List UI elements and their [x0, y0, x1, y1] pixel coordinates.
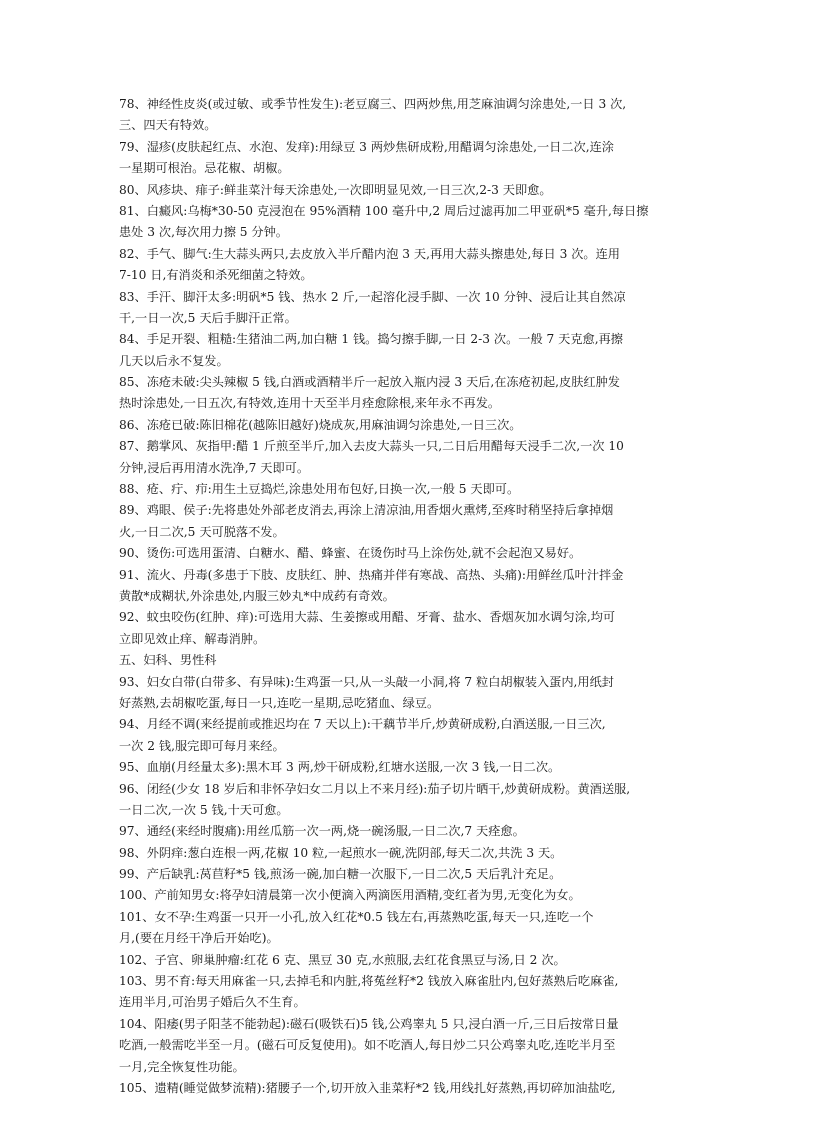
section-heading: 五、妇科、男性科 [119, 653, 217, 668]
text-line: 91、流火、丹毒(多患于下肢、皮肤红、肿、热痛并伴有寒战、高热、头痛):用鲜丝瓜叶汁拌金 [119, 567, 624, 582]
text-line [119, 1099, 697, 1120]
text-line: 一月,完全恢复性功能。 [119, 1059, 245, 1074]
text-line: 82、手气、脚气:生大蒜头两只,去皮放入半斤醋内泡 3 天,再用大蒜头擦患处,每日 3 次。连用 [119, 246, 620, 261]
text-line: 80、风疹块、痱子:鲜韭菜汁每天涂患处,一次即明显见效,一日三次,2-3 天即愈。 [119, 182, 552, 197]
text-line: 92、蚊虫咬伤(红肿、痒):可选用大蒜、生姜擦或用醋、牙膏、盐水、香烟灰加水调匀涂,均可 [119, 610, 616, 625]
text-line: 一星期可根治。忌花椒、胡椒。 [119, 161, 290, 176]
text-line: 86、冻疮已破:陈旧棉花(越陈旧越好)烧成灰,用麻油调匀涂患处,一日三次。 [119, 417, 522, 432]
text-line: 干,一日一次,5 天后手脚汗正常。 [119, 310, 297, 325]
text-line: 立即见效止痒、解毒消肿。 [119, 631, 266, 646]
text-line: 78、神经性皮炎(或过敏、或季节性发生):老豆腐三、四两炒焦,用芝麻油调匀涂患处,一日 3 次, [119, 97, 627, 111]
text-line: 患处 3 次,每次用力擦 5 分钟。 [119, 225, 288, 240]
text-line: 94、月经不调(来经提前或推迟均在 7 天以上):干藕节半斤,炒黄研成粉,白酒送服,一日三次, [119, 717, 606, 732]
text-line: 一次 2 钱,服完即可每月来经。 [119, 738, 285, 753]
text-line: 分钟,浸后再用清水洗净,7 天即可。 [119, 460, 310, 475]
text-line: 96、闭经(少女 18 岁后和非怀孕妇女二月以上不来月经):茄子切片晒干,炒黄研成粉。黄酒送服, [119, 781, 631, 796]
text-line: 7-10 日,有消炎和杀死细菌之特效。 [119, 268, 313, 283]
text-line: 几天以后永不复发。 [119, 353, 229, 368]
text-line: 黄散*成糊状,外涂患处,内服三妙丸*中成药有奇效。 [119, 588, 395, 603]
text-line: 月,(要在月经干净后开始吃)。 [119, 931, 279, 946]
text-line: 一日二次,一次 5 钱,十天可愈。 [119, 802, 289, 817]
text-line: 93、妇女白带(白带多、有异味):生鸡蛋一只,从一头敲一小洞,将 7 粒白胡椒装入蛋内,用纸封 [119, 674, 614, 689]
text-line: 85、冻疮未破:尖头辣椒 5 钱,白酒或酒精半斤一起放入瓶内浸 3 天后,在冻疮初起,皮肤红肿发 [119, 375, 620, 390]
text-line: 88、疮、疔、疖:用生土豆捣烂,涂患处用布包好,日换一次,一般 5 天即可。 [119, 482, 520, 497]
text-line: 103、男不育:每天用麻雀一只,去掉毛和内脏,将菟丝籽*2 钱放入麻雀肚内,包好蒸熟后吃麻雀, [119, 974, 619, 989]
text-line: 104、阳痿(男子阳茎不能勃起):磁石(吸铁石)5 钱,公鸡睾丸 5 只,浸白酒一斤,三日后按常日量 [119, 1016, 619, 1031]
text-line: 97、通经(来经时腹痛):用丝瓜筋一次一两,烧一碗汤服,一日二次,7 天痊愈。 [119, 824, 525, 839]
document-page [119, 94, 697, 1121]
text-line: 好蒸熟,去胡椒吃蛋,每日一只,连吃一星期,忌吃猪血、绿豆。 [119, 695, 440, 710]
text-line: 98、外阴痒:葱白连根一两,花椒 10 粒,一起煎水一碗,洗阴部,每天二次,共洗 3 天。 [119, 845, 563, 860]
text-line: 连用半月,可治男子婚后久不生育。 [119, 995, 306, 1010]
text-line: 105、遗精(睡觉做梦流精):猪腰子一个,切开放入韭菜籽*2 钱,用线扎好蒸熟,再切碎加油盐吃, [119, 1080, 616, 1095]
text-line: 90、烫伤:可选用蛋清、白糖水、醋、蜂蜜、在烫伤时马上涂伤处,就不会起泡又易好。 [119, 546, 582, 561]
text-line: 81、白癜风:乌梅*30-50 克浸泡在 95%酒精 100 毫升中,2 周后过滤再加二甲亚矾*5 毫升,每日擦 [119, 203, 649, 218]
text-line: 87、鹅掌风、灰指甲:醋 1 斤煎至半斤,加入去皮大蒜头一只,二日后用醋每天浸手二次,一次 10 [119, 439, 624, 454]
text-line: 83、手汗、脚汗太多:明矾*5 钱、热水 2 斤,一起溶化浸手脚、一次 10 分钟、浸后让其自然凉 [119, 289, 626, 304]
text-line: 三、四天有特效。 [119, 118, 217, 133]
text-line: 89、鸡眼、侯子:先将患处外部老皮消去,再涂上清凉油,用香烟火熏烤,至疼时稍坚持后拿掉烟 [119, 503, 614, 518]
text-line: 火,一日二次,5 天可脱落不发。 [119, 524, 285, 539]
text-line: 102、子宫、卵巢肿瘤:红花 6 克、黑豆 30 克,水煎服,去红花食黑豆与汤,日 2 次。 [119, 952, 566, 967]
text-line: 101、女不孕:生鸡蛋一只开一小孔,放入红花*0.5 钱左右,再蒸熟吃蛋,每天一只,连吃一个 [119, 909, 594, 924]
text-line: 79、湿疹(皮肤起红点、水泡、发痒):用绿豆 3 两炒焦研成粉,用醋调匀涂患处,一日二次,连涂 [119, 139, 614, 154]
text-line: 吃酒,一般需吃半至一月。(磁石可反复使用)。如不吃酒人,每日炒二只公鸡睾丸吃,连吃半月至 [119, 1038, 616, 1053]
text-line: 84、手足开裂、粗糙:生猪油二两,加白糖 1 钱。捣匀擦手脚,一日 2-3 次。一般 7 天克愈,再擦 [119, 332, 623, 347]
text-line: 95、血崩(月经量太多):黑木耳 3 两,炒干研成粉,红塘水送服,一次 3 钱,一日二次。 [119, 760, 561, 775]
text-line: 99、产后缺乳:莴苣籽*5 钱,煎汤一碗,加白糖一次服下,一日二次,5 天后乳汁充足。 [119, 867, 562, 882]
text-line: 100、产前知男女:将孕妇清晨第一次小便滴入两滴医用酒精,变红者为男,无变化为女。 [119, 888, 581, 903]
text-line: 热时涂患处,一日五次,有特效,连用十天至半月痊愈除根,来年永不再发。 [119, 396, 501, 411]
